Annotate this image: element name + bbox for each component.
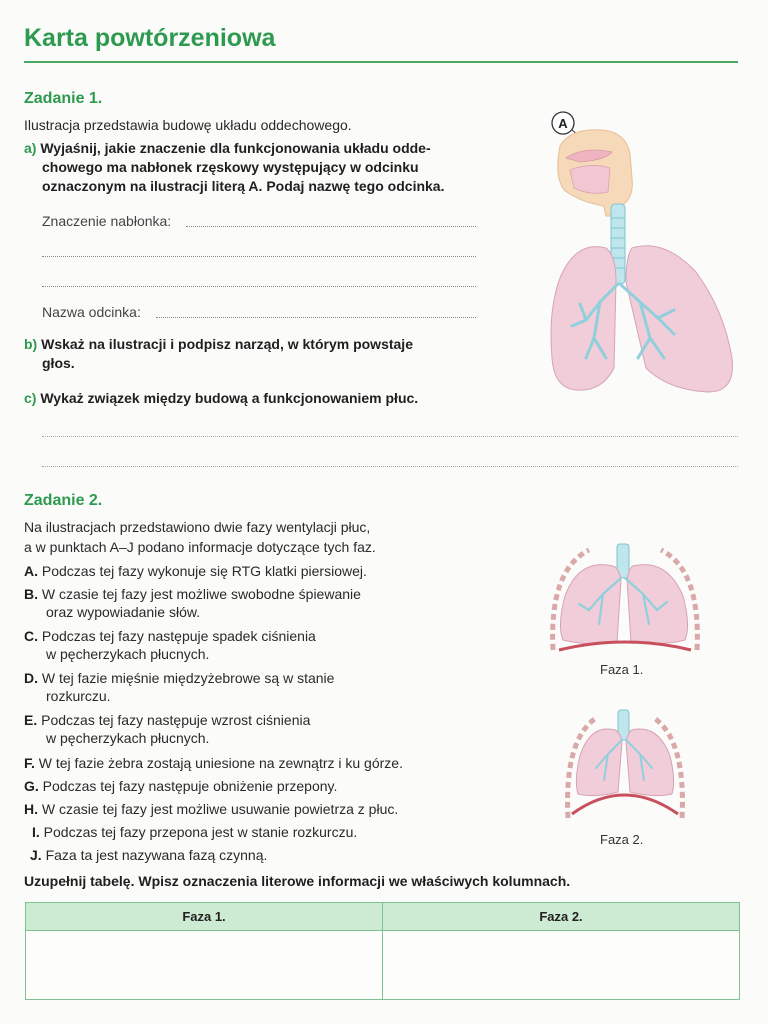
field-label-segment: Nazwa odcinka: [42,304,141,320]
phase2-caption: Faza 2. [600,832,644,847]
question-b-line1: Wskaż na ilustracji i podpisz narząd, w którym powstaje [41,336,413,352]
answer-line-c-1[interactable] [42,436,738,437]
field-label-epithelium: Znaczenie nabłonka: [42,213,172,229]
list-item-e: E. Podczas tej fazy następuje wzrost ciśnienia w pęcherzykach płucnych. [24,712,311,746]
task2-intro-line1: Na ilustracjach przedstawiono dwie fazy wentylacji płuc, [24,519,371,535]
answer-cell-phase2[interactable] [383,931,740,1000]
question-a-line2: chowego ma nabłonek rzęskowy występujący w odcinku [42,159,419,175]
table-header-phase2: Faza 2. [383,903,740,931]
question-a-line3: oznaczonym na ilustracji literą A. Podaj nazwę tego odcinka. [42,178,445,194]
left-lung [551,247,616,391]
list-item-i: I. Podczas tej fazy przepona jest w stanie rozkurczu. [32,824,358,840]
right-lung [626,246,733,392]
table-header-row [26,903,740,931]
task1-question-b [24,335,413,353]
list-item-d: D. W tej fazie mięśnie międzyżebrowe są w stanie rozkurczu. [24,670,335,704]
task1-heading: Zadanie 1. [24,90,103,107]
list-item-g: G. Podczas tej fazy następuje obniżenie przepony. [24,778,338,794]
task1-question-c [24,389,418,407]
phase1-caption: Faza 1. [600,662,644,677]
question-b-line2: głos. [42,355,75,371]
list-item-f: F. W tej fazie żebra zostają uniesione na zewnątrz i ku górze. [24,755,403,771]
phase1-left-lung [560,565,621,644]
label-a-text: A [558,116,568,131]
lungs-phase2-figure [560,706,690,830]
question-c-text: Wykaż związek między budową a funkcjonowaniem płuc. [40,390,419,406]
page-title: Karta powtórzeniowa [24,24,276,52]
answer-line-c-2[interactable] [42,466,738,467]
answer-cell-phase1[interactable] [26,931,383,1000]
question-b-letter: b) [24,336,38,352]
task2-instruction: Uzupełnij tabelę. Wpisz oznaczenia literowe informacji we właściwych kolumnach. [24,873,571,889]
answer-line-epithelium-3[interactable] [42,286,476,287]
table-header-phase1: Faza 1. [26,903,383,931]
task1-intro: Ilustracja przedstawia budowę układu oddechowego. [24,117,352,133]
phase2-left-lung [576,729,622,796]
title-divider [24,61,738,63]
list-item-c: C. Podczas tej fazy następuje spadek ciśnienia w pęcherzykach płucnych. [24,628,316,662]
phase1-right-lung [627,565,688,644]
question-c-letter: c) [24,390,37,406]
task1-question-a [24,139,494,157]
task2-intro-line2: a w punktach A–J podano informacje dotyczące tych faz. [24,539,376,555]
list-item-b: B. W czasie tej fazy jest możliwe swobodne śpiewanie oraz wypowiadanie słów. [24,586,361,620]
respiratory-system-figure [540,106,740,396]
question-a-letter: a) [24,140,37,156]
lungs-phase1-figure [545,540,705,660]
list-item-j: J. Faza ta jest nazywana fazą czynną. [30,847,268,863]
question-a-line1: Wyjaśnij, jakie znaczenie dla funkcjonowania układu odde- [40,140,431,156]
table-row [26,931,740,1000]
answer-line-epithelium-1[interactable] [186,226,476,227]
phase2-right-lung [626,729,674,796]
answer-line-epithelium-2[interactable] [42,256,476,257]
list-item-h: H. W czasie tej fazy jest możliwe usuwanie powietrza z płuc. [24,801,399,817]
phase2-diaphragm [572,795,678,814]
answer-line-segment[interactable] [156,317,476,318]
phases-table [25,902,740,1000]
task2-heading: Zadanie 2. [24,492,103,509]
list-item-a: A. Podczas tej fazy wykonuje się RTG klatki piersiowej. [24,563,367,579]
